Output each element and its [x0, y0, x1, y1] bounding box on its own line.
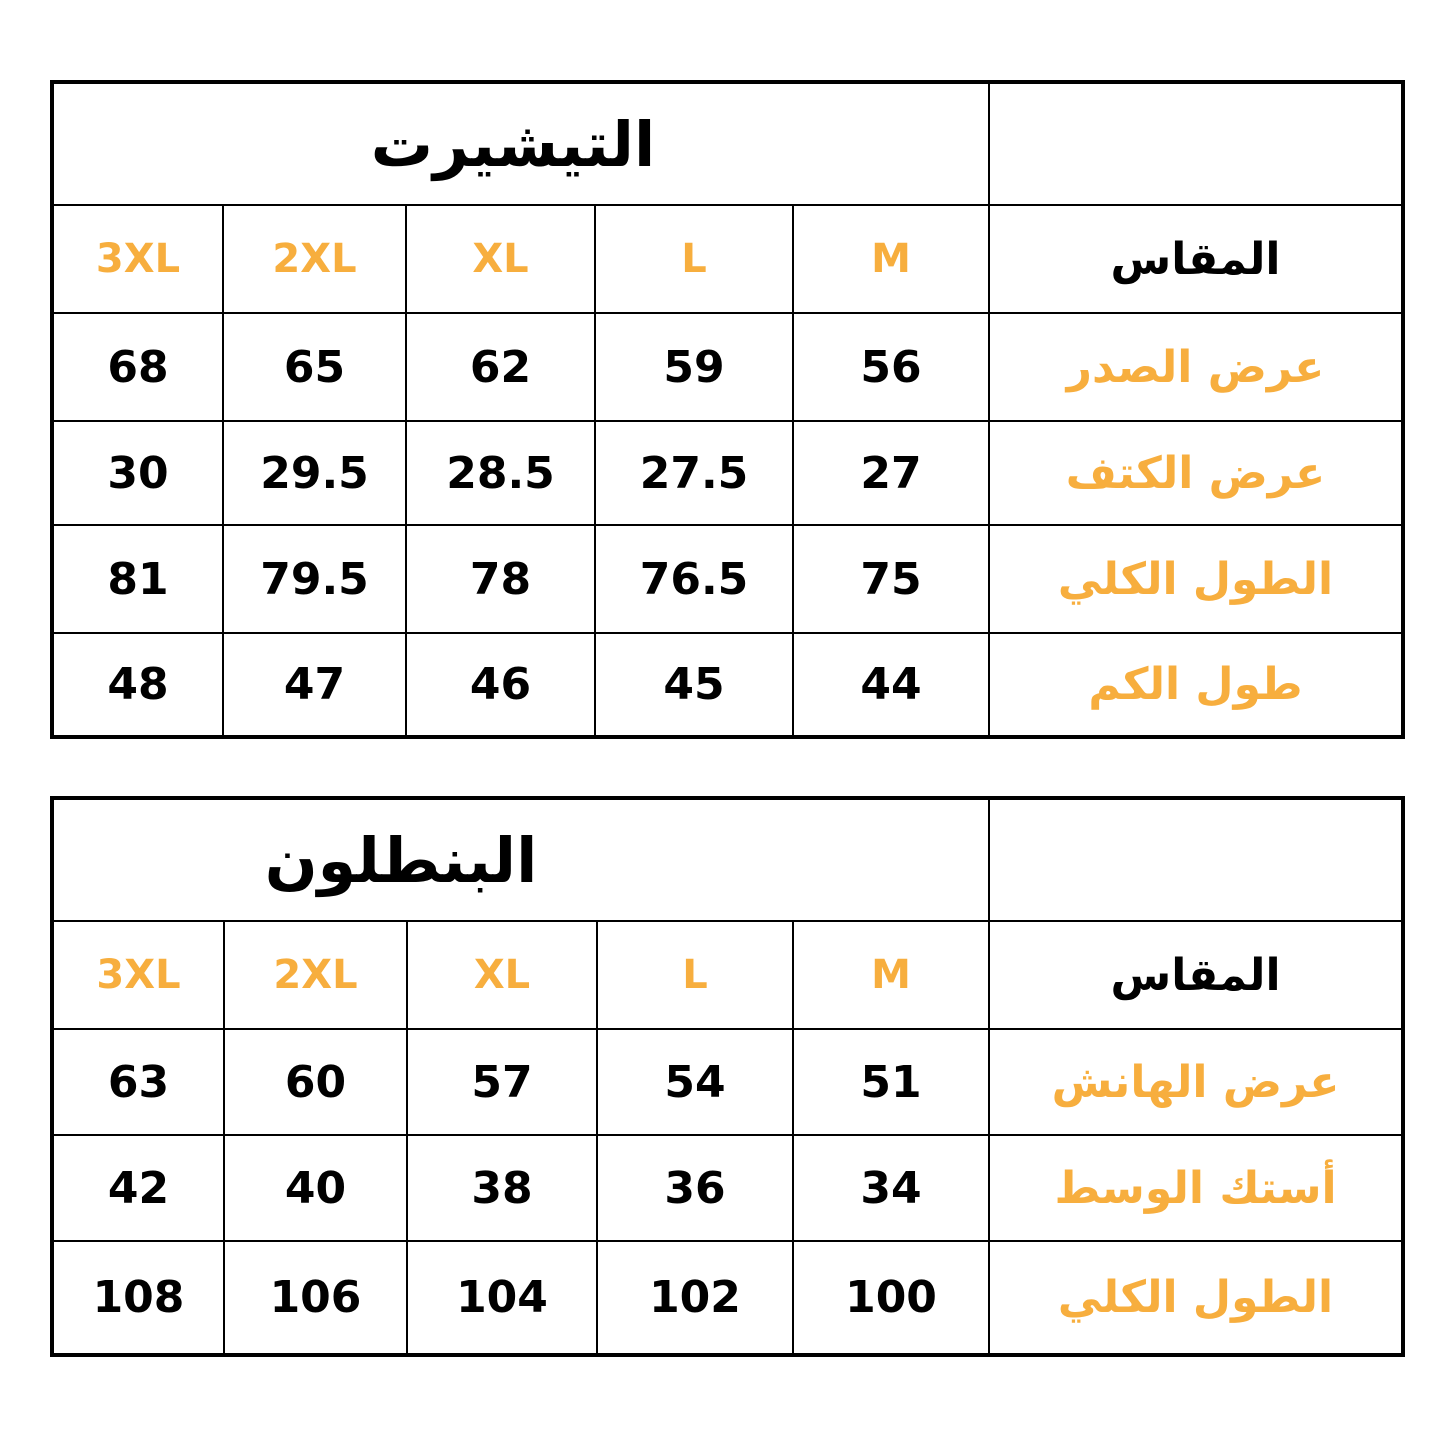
size-3xl: 3XL	[52, 921, 224, 1029]
value-cell: 28.5	[406, 421, 595, 525]
pants-header-label: المقاس	[989, 921, 1403, 1029]
size-2xl: 2XL	[224, 921, 407, 1029]
value-cell: 81	[52, 525, 223, 633]
value-cell: 38	[407, 1135, 597, 1241]
value-cell: 76.5	[595, 525, 793, 633]
table-row	[52, 1135, 1403, 1241]
row-label: أستك الوسط	[989, 1135, 1403, 1241]
value-cell: 106	[224, 1241, 407, 1355]
value-cell: 59	[595, 313, 793, 421]
pants-size-header-row	[52, 921, 1403, 1029]
table-row	[52, 1029, 1403, 1135]
table-row	[52, 313, 1403, 421]
value-cell: 44	[793, 633, 989, 737]
table-row	[52, 1241, 1403, 1355]
table-row	[52, 525, 1403, 633]
size-l: L	[595, 205, 793, 313]
value-cell: 51	[793, 1029, 989, 1135]
size-m: M	[793, 921, 989, 1029]
pants-empty-corner	[989, 798, 1403, 921]
tshirt-title-cell	[52, 82, 989, 205]
row-label: عرض الكتف	[989, 421, 1403, 525]
pants-title: البنطلون	[264, 823, 538, 897]
size-xl: XL	[407, 921, 597, 1029]
value-cell: 36	[597, 1135, 793, 1241]
value-cell: 79.5	[223, 525, 406, 633]
size-3xl: 3XL	[52, 205, 223, 313]
row-label: طول الكم	[989, 633, 1403, 737]
value-cell: 62	[406, 313, 595, 421]
row-label: الطول الكلي	[989, 1241, 1403, 1355]
value-cell: 65	[223, 313, 406, 421]
tshirt-header-label: المقاس	[989, 205, 1403, 313]
value-cell: 57	[407, 1029, 597, 1135]
size-m: M	[793, 205, 989, 313]
value-cell: 60	[224, 1029, 407, 1135]
value-cell: 29.5	[223, 421, 406, 525]
size-l: L	[597, 921, 793, 1029]
value-cell: 40	[224, 1135, 407, 1241]
value-cell: 108	[52, 1241, 224, 1355]
row-label: عرض الهانش	[989, 1029, 1403, 1135]
value-cell: 46	[406, 633, 595, 737]
row-label: الطول الكلي	[989, 525, 1403, 633]
pants-title-row	[52, 798, 1403, 921]
value-cell: 47	[223, 633, 406, 737]
table-row	[52, 421, 1403, 525]
value-cell: 100	[793, 1241, 989, 1355]
table-row	[52, 633, 1403, 737]
value-cell: 78	[406, 525, 595, 633]
value-cell: 45	[595, 633, 793, 737]
value-cell: 48	[52, 633, 223, 737]
size-2xl: 2XL	[223, 205, 406, 313]
tshirt-title-row	[52, 82, 1403, 205]
value-cell: 30	[52, 421, 223, 525]
value-cell: 42	[52, 1135, 224, 1241]
tshirt-size-header-row	[52, 205, 1403, 313]
value-cell: 75	[793, 525, 989, 633]
value-cell: 56	[793, 313, 989, 421]
tshirt-title: التيشيرت	[370, 107, 656, 181]
value-cell: 68	[52, 313, 223, 421]
tshirt-size-table	[50, 80, 1405, 739]
pants-title-cell	[52, 798, 989, 921]
row-label: عرض الصدر	[989, 313, 1403, 421]
value-cell: 27	[793, 421, 989, 525]
value-cell: 102	[597, 1241, 793, 1355]
pants-size-table	[50, 796, 1405, 1357]
value-cell: 54	[597, 1029, 793, 1135]
size-xl: XL	[406, 205, 595, 313]
tshirt-empty-corner	[989, 82, 1403, 205]
value-cell: 63	[52, 1029, 224, 1135]
value-cell: 104	[407, 1241, 597, 1355]
value-cell: 34	[793, 1135, 989, 1241]
value-cell: 27.5	[595, 421, 793, 525]
